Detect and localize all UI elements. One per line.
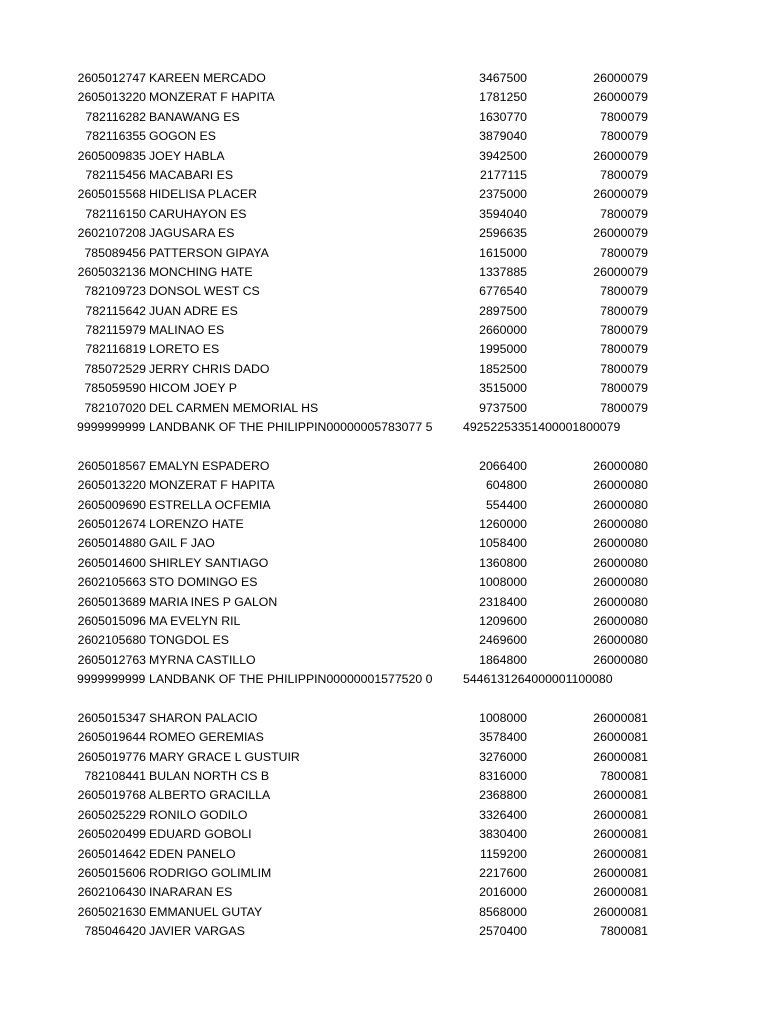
payee-name: HICOM JOEY P	[149, 381, 237, 396]
account-id: 2605015347	[77, 710, 146, 725]
account-id: 2605012747	[77, 71, 146, 85]
table-row	[0, 263, 768, 282]
amount: 1630770	[479, 109, 527, 124]
amount: 2368800	[479, 788, 527, 803]
account-id: 782107020	[84, 400, 146, 415]
batch-code: 26000079	[593, 264, 648, 279]
batch-code: 26000080	[593, 633, 648, 648]
payee-name: ESTRELLA OCFEMIA	[149, 497, 271, 512]
account-id: 2605013220	[77, 478, 146, 493]
table-row	[0, 127, 768, 146]
summary-row	[0, 418, 768, 437]
group-spacer	[0, 690, 768, 709]
batch-code: 26000081	[593, 730, 648, 745]
summary-totals: 49252253351400001800079	[463, 420, 621, 435]
table-row	[0, 224, 768, 243]
amount: 3879040	[479, 129, 527, 144]
payee-name: BANAWANG ES	[149, 109, 240, 124]
table-row	[0, 767, 768, 786]
batch-code: 7800079	[600, 284, 648, 299]
payee-name: EMALYN ESPADERO	[149, 458, 270, 473]
batch-code: 26000081	[593, 710, 648, 725]
table-row	[0, 883, 768, 902]
payee-name: ROMEO GEREMIAS	[149, 730, 264, 745]
batch-code: 26000080	[593, 516, 648, 531]
payee-name: KAREEN MERCADO	[149, 71, 266, 85]
table-row	[0, 340, 768, 359]
payee-name: GOGON ES	[149, 129, 216, 144]
payee-name: JOEY HABLA	[149, 148, 225, 163]
amount: 2066400	[479, 458, 527, 473]
account-id: 2605020499	[77, 827, 146, 842]
table-row	[0, 399, 768, 418]
amount: 8568000	[479, 904, 527, 919]
account-id: 782116282	[85, 109, 146, 124]
payee-name: MYRNA CASTILLO	[149, 652, 256, 667]
account-id: 2605014642	[77, 846, 146, 861]
account-id: 782115642	[85, 303, 146, 318]
group-spacer	[0, 437, 768, 456]
amount: 1781250	[479, 90, 527, 105]
amount: 1337885	[479, 264, 527, 279]
batch-code: 26000081	[593, 827, 648, 842]
payee-name: CARUHAYON ES	[149, 206, 247, 221]
account-id: 2605019776	[77, 749, 146, 764]
account-id: 785072529	[84, 361, 146, 376]
amount: 2660000	[479, 323, 527, 338]
batch-code: 7800081	[600, 924, 648, 939]
account-id: 782115456	[85, 167, 146, 182]
account-id: 2605025229	[77, 807, 146, 822]
batch-code: 26000081	[593, 807, 648, 822]
amount: 3942500	[479, 148, 527, 163]
amount: 1209600	[479, 613, 527, 628]
table-row	[0, 457, 768, 476]
table-row	[0, 69, 768, 88]
batch-code: 26000081	[593, 846, 648, 861]
payee-name: STO DOMINGO ES	[149, 575, 258, 590]
table-row	[0, 631, 768, 650]
batch-code: 7800079	[600, 206, 648, 221]
payee-name: ALBERTO GRACILLA	[149, 788, 271, 803]
amount: 2318400	[479, 594, 527, 609]
batch-code: 26000080	[593, 555, 648, 570]
payee-name: JUAN ADRE ES	[149, 303, 238, 318]
batch-code: 26000081	[593, 749, 648, 764]
table-row	[0, 166, 768, 185]
payee-name: JAVIER VARGAS	[149, 924, 245, 939]
amount: 1008000	[479, 710, 527, 725]
account-id: 2602106430	[77, 885, 146, 900]
batch-code: 26000081	[593, 866, 648, 881]
payee-name: TONGDOL ES	[149, 633, 229, 648]
table-row	[0, 515, 768, 534]
table-row	[0, 922, 768, 941]
amount: 2217600	[479, 866, 527, 881]
batch-code: 7800079	[600, 342, 648, 357]
account-id: 2605021630	[77, 904, 146, 919]
account-id: 2605009835	[77, 148, 146, 163]
amount: 1260000	[479, 516, 527, 531]
amount: 2016000	[479, 885, 527, 900]
account-id: 2605012763	[77, 652, 146, 667]
amount: 604800	[485, 478, 527, 493]
account-id: 2605012674	[77, 516, 146, 531]
account-id: 785046420	[84, 924, 146, 939]
batch-code: 26000080	[593, 478, 648, 493]
table-row	[0, 593, 768, 612]
table-row	[0, 709, 768, 728]
amount: 3830400	[479, 827, 527, 842]
table-row	[0, 244, 768, 263]
amount: 1360800	[479, 555, 527, 570]
payee-name: MONZERAT F HAPITA	[149, 478, 275, 493]
table-row	[0, 651, 768, 670]
batch-code: 7800079	[600, 361, 648, 376]
table-row	[0, 845, 768, 864]
batch-code: 26000079	[593, 226, 648, 241]
payee-name: EDEN PANELO	[149, 846, 236, 861]
payee-name: RODRIGO GOLIMLIM	[149, 866, 272, 881]
amount: 1852500	[479, 361, 527, 376]
account-id: 2605015568	[77, 187, 146, 202]
account-id: 2605009690	[77, 497, 146, 512]
summary-bank: LANDBANK OF THE PHILIPPIN00000001577520 0	[149, 672, 433, 687]
account-id: 782116150	[85, 206, 146, 221]
account-id: 2602105663	[77, 575, 146, 590]
payee-name: MA EVELYN RIL	[149, 613, 241, 628]
batch-code: 26000080	[593, 652, 648, 667]
table-row	[0, 728, 768, 747]
amount: 9737500	[479, 400, 527, 415]
amount: 1008000	[479, 575, 527, 590]
payee-name: DONSOL WEST CS	[149, 284, 260, 299]
payee-name: PATTERSON GIPAYA	[149, 245, 269, 260]
payee-name: JERRY CHRIS DADO	[149, 361, 270, 376]
account-id: 2602107208	[77, 226, 146, 241]
amount: 6776540	[479, 284, 527, 299]
batch-code: 7800079	[600, 245, 648, 260]
account-id: 782108441	[84, 769, 146, 784]
table-row	[0, 573, 768, 592]
payee-name: MARIA INES P GALON	[149, 594, 278, 609]
batch-code: 26000079	[593, 71, 648, 85]
amount: 2596635	[479, 226, 527, 241]
amount: 1159200	[480, 846, 527, 861]
amount: 3276000	[479, 749, 527, 764]
table-row	[0, 612, 768, 631]
account-id: 2605014880	[77, 536, 146, 551]
batch-code: 26000080	[593, 613, 648, 628]
batch-code: 7800079	[600, 323, 648, 338]
batch-code: 7800079	[600, 129, 648, 144]
table-row	[0, 108, 768, 127]
payee-name: LORENZO HATE	[149, 516, 244, 531]
summary-totals: 5446131264000001100080	[463, 672, 613, 687]
account-id: 785089456	[84, 245, 146, 260]
amount: 1995000	[479, 342, 527, 357]
account-id: 2605015606	[77, 866, 146, 881]
table-row	[0, 147, 768, 166]
amount: 1864800	[479, 652, 527, 667]
amount: 1615000	[479, 245, 527, 260]
account-id: 2605013220	[77, 90, 146, 105]
batch-code: 26000080	[593, 536, 648, 551]
payee-name: SHARON PALACIO	[149, 710, 258, 725]
table-row	[0, 321, 768, 340]
table-row	[0, 282, 768, 301]
payee-name: MACABARI ES	[149, 167, 234, 182]
table-row	[0, 534, 768, 553]
payee-name: GAIL F JAO	[149, 536, 215, 551]
summary-bank: LANDBANK OF THE PHILIPPIN00000005783077 5	[149, 420, 433, 435]
amount: 3326400	[479, 807, 527, 822]
table-row	[0, 476, 768, 495]
amount: 8316000	[479, 769, 527, 784]
batch-code: 7800079	[600, 381, 648, 396]
batch-code: 26000079	[593, 187, 648, 202]
amount: 1058400	[479, 536, 527, 551]
amount: 2897500	[479, 303, 527, 318]
batch-code: 26000079	[593, 148, 648, 163]
payee-name: HIDELISA PLACER	[149, 187, 257, 202]
payee-name: MALINAO ES	[149, 323, 225, 338]
account-id: 782116819	[85, 342, 146, 357]
amount: 2375000	[479, 187, 527, 202]
amount: 3594040	[479, 206, 527, 221]
account-id: 785059590	[84, 381, 146, 396]
table-row	[0, 786, 768, 805]
payee-name: EMMANUEL GUTAY	[149, 904, 263, 919]
payee-name: DEL CARMEN MEMORIAL HS	[149, 400, 319, 415]
account-id: 2605015096	[77, 613, 146, 628]
batch-code: 26000079	[593, 90, 648, 105]
amount: 554400	[485, 497, 527, 512]
batch-code: 26000081	[593, 885, 648, 900]
table-row	[0, 806, 768, 825]
batch-code: 7800079	[600, 303, 648, 318]
batch-code: 26000080	[593, 594, 648, 609]
table-row	[0, 185, 768, 204]
batch-code: 26000080	[593, 497, 648, 512]
table-row	[0, 748, 768, 767]
payee-name: MONCHING HATE	[149, 264, 253, 279]
table-row	[0, 554, 768, 573]
payee-name: JAGUSARA ES	[149, 226, 235, 241]
table-row	[0, 496, 768, 515]
amount: 2570400	[479, 924, 527, 939]
payee-name: INARARAN ES	[149, 885, 233, 900]
amount: 3515000	[479, 381, 527, 396]
table-row	[0, 825, 768, 844]
payee-name: LORETO ES	[149, 342, 220, 357]
batch-code: 26000080	[593, 458, 648, 473]
batch-code: 7800079	[600, 109, 648, 124]
account-id: 2605019644	[77, 730, 146, 745]
table-row	[0, 379, 768, 398]
payee-name: MARY GRACE L GUSTUIR	[149, 749, 300, 764]
document-page	[0, 69, 768, 942]
amount: 3578400	[479, 730, 527, 745]
batch-code: 26000081	[593, 904, 648, 919]
account-id: 2605018567	[77, 458, 146, 473]
batch-code: 26000081	[593, 788, 648, 803]
account-id: 2605013689	[77, 594, 146, 609]
amount: 2177115	[480, 167, 527, 182]
batch-code: 7800079	[600, 167, 648, 182]
payee-name: RONILO GODILO	[149, 807, 248, 822]
table-row	[0, 903, 768, 922]
account-id: 2605014600	[77, 555, 146, 570]
account-id: 782109723	[84, 284, 146, 299]
payee-name: EDUARD GOBOLI	[149, 827, 252, 842]
table-row	[0, 864, 768, 883]
account-id: 2605032136	[77, 264, 146, 279]
table-row	[0, 205, 768, 224]
amount: 2469600	[479, 633, 527, 648]
account-id: 2605019768	[77, 788, 146, 803]
table-row	[0, 88, 768, 107]
account-id: 782116355	[85, 129, 146, 144]
summary-id: 9999999999	[77, 420, 146, 435]
account-id: 2602105680	[77, 633, 146, 648]
amount: 3467500	[479, 71, 527, 85]
summary-row	[0, 670, 768, 689]
payee-name: BULAN NORTH CS B	[149, 769, 270, 784]
batch-code: 7800079	[600, 400, 648, 415]
account-id: 782115979	[85, 323, 146, 338]
batch-code: 7800081	[600, 769, 648, 784]
payee-name: MONZERAT F HAPITA	[149, 90, 275, 105]
summary-id: 9999999999	[77, 672, 146, 687]
table-row	[0, 302, 768, 321]
table-row	[0, 360, 768, 379]
payee-name: SHIRLEY SANTIAGO	[149, 555, 269, 570]
batch-code: 26000080	[593, 575, 648, 590]
